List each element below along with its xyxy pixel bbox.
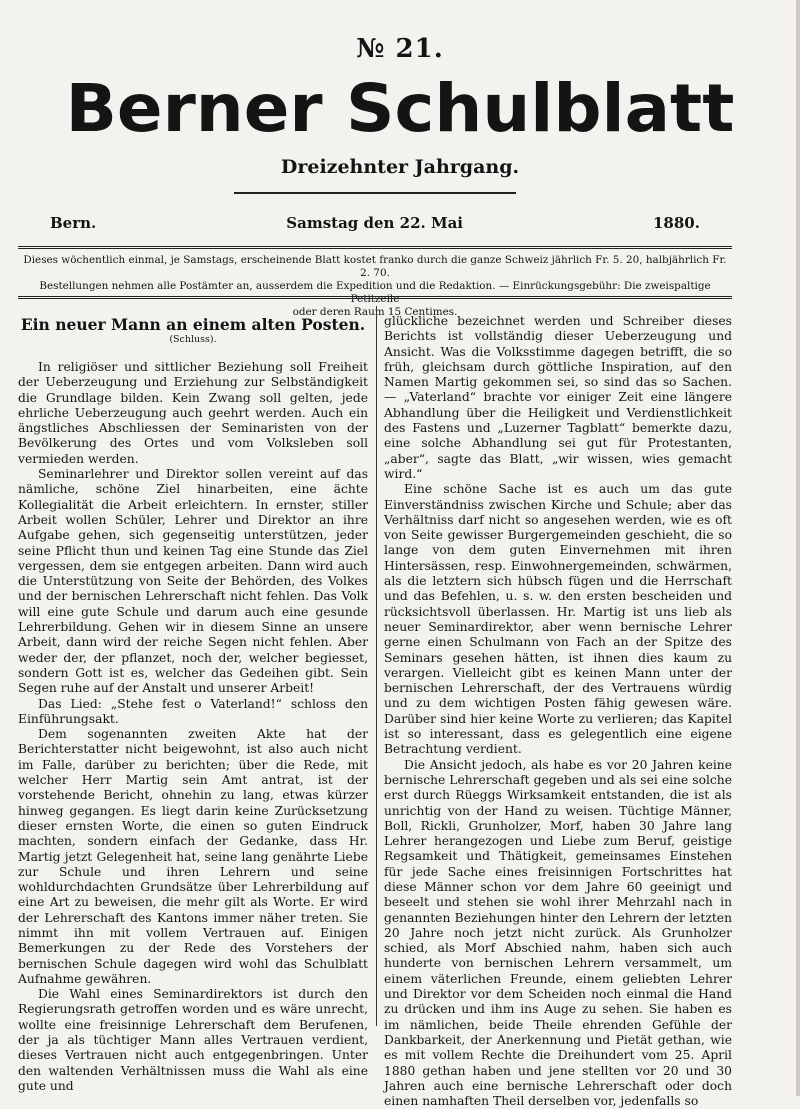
notice-line-3: oder deren Raum 15 Centimes. (292, 306, 458, 318)
notice-line-2: Bestellungen nehmen alle Postämter an, ausserdem die Expedition und die Redaktion. — Einrückungsgebühr: Die zweispaltige Petitzeile (39, 280, 711, 305)
masthead-title: Berner Schulblatt (65, 70, 735, 147)
dateline-date: Samstag den 22. Mai (286, 214, 463, 232)
paragraph: Seminarlehrer und Direktor sollen vereint auf das nämliche, schöne Ziel hinarbeiten, eine ächte Kollegialität die Arbeit erleichtern. In ernster, stiller Arbeit wollen Schüler, Lehrer und Direktor an ihre Aufgabe gehen, sich gegenseitig unterstützen, jeder seine Pflicht thun und keinen Tag eine Stunde das Ziel vergessen, dem sie entgegen arbeiten. Dann wird auch die Unterstützung von Seite der Behörden, des Volkes und der bernischen Lehrerschaft nicht fehlen. Das Volk will eine gute Schule und darum auch eine gesunde Lehrerbildung. Gehen wir in diesem Sinne an unsere Arbeit, dann wird der reiche Segen nicht fehlen. Aber weder der, der pflanzet, noch der, welcher begiesset, sondern Gott ist es, welcher das Gedeihen gibt. Sein Segen ruhe auf der Anstalt und unserer Arbeit! (18, 467, 368, 696)
paragraph: Eine schöne Sache ist es auch um das gute Einverständniss zwischen Kirche und Schule; aber das Verhältniss darf nicht so angesehen werden, wie es oft von Seite gewisser Burgergemeinden geschieht, die so lange von dem guten Einvernehmen mit ihren Hintersässen, resp. Einwohnergemeinden, schwärmen, als die letztern sich hübsch fügen und die Herrschaft und das Befehlen, u. s. w. den ersten bescheiden und rücksichtsvoll überlassen. Hr. Martig ist uns lieb als neuer Seminardirektor, aber wenn bernische Lehrer gerne einen Schulmann von Fach an der Spitze des Seminars gesehen hätten, ist ihnen dies kaum zu verargen. Vielleicht gibt es keinen Mann unter der bernischen Lehrerschaft, der des Vertrauens würdig und zu dem wichtigen Posten fähig gewesen wäre. Darüber sind hier keine Worte zu verlieren; das Kapitel ist so interessant, dass es gelegentlich eine eigene Betrachtung verdient. (384, 482, 732, 757)
dateline-place: Bern. (50, 214, 97, 232)
notice-line-1: Dieses wöchentlich einmal, je Samstags, erscheinende Blatt kostet franko durch die ganze Schweiz jährlich Fr. 5. 20, halbjährlich Fr. 2. 70. (23, 254, 727, 279)
article-left-column (18, 314, 368, 1094)
dateline (50, 214, 700, 232)
paragraph: Die Wahl eines Seminardirektors ist durch den Regierungsrath getroffen worden und es wäre unrecht, wollte eine freisinnige Lehrerschaft dem Berufenen, der ja als tüchtiger Mann alles Vertrauen verdient, dieses Vertrauen nicht auch entgegenbringen. Unter den waltenden Verhältnissen muss die Wahl als eine gute und (18, 987, 368, 1093)
column-divider (376, 306, 377, 1026)
notice-top-rule (18, 246, 732, 249)
dateline-year: 1880. (653, 214, 700, 232)
paragraph: Die Ansicht jedoch, als habe es vor 20 Jahren keine bernische Lehrerschaft gegeben und als sei eine solche erst durch Rüeggs Wirksamkeit entstanden, die ist als unrichtig von der Hand zu weisen. Tüchtige Männer, Boll, Rickli, Grunholzer, Morf, haben 30 Jahre lang Lehrer herangezogen und Liebe zum Beruf, geistige Regsamkeit und Thätigkeit, gemeinsames Einstehen für jede Sache eines freisinnigen Fortschrittes hat diese Männer schon vor dem Jahre 60 geeinigt und beseelt und stehen sie wohl ihrer Mehrzahl nach in genannten Beziehungen hinter den Lehrern der letzten 20 Jahre noch jetzt nicht zurück. Als Grunholzer schied, als Morf Abschied nahm, haben sich auch hunderte von bernischen Lehrern versammelt, um einem väterlichen Freunde, einem geliebten Lehrer und Direktor vor dem Scheiden noch einmal die Hand zu drücken und ihm ins Auge zu sehen. Sie haben es im nämlichen, beide Theile ehrenden Gefühle der Dankbarkeit, der Anerkennung und Pietät gethan, wie es mit vollem Rechte die Dreihundert vom 25. April 1880 gethan haben und jene stellten vor 20 und 30 Jahren auch eine bernische Lehrerschaft oder doch einen namhaften Theil derselben vor, jedenfalls so (384, 757, 732, 1109)
article-headnote: (Schluss). (169, 334, 217, 345)
paragraph: Dem sogenannten zweiten Akte hat der Berichterstatter nicht beigewohnt, ist also auch nicht im Falle, darüber zu berichten; über die Rede, mit welcher Herr Martig sein Amt antrat, ist der vorstehende Bericht, ohnehin zu lang, etwas kürzer hinweg gegangen. Es liegt darin keine Zurücksetzung dieser ernsten Worte, die einen so guten Eindruck machten, sondern einfach der Gedanke, dass Hr. Martig jetzt Gelegenheit hat, seine lang genährte Liebe zur Schule und ihren Lehrern und seine wohldurchdachten Grundsätze über Lehrerbildung auf eine Art zu beweisen, die mehr gilt als Worte. Er wird der Lehrerschaft des Kantons immer näher treten. Sie nimmt ihn mit vollem Vertrauen auf. Einigen Bemerkungen zu der Rede des Vorstehers der bernischen Schule dagegen wird wohl das Schulblatt Aufnahme gewähren. (18, 727, 368, 986)
masthead-subtitle: Dreizehnter Jahrgang. (280, 156, 520, 178)
article-right-column (384, 314, 732, 1109)
title-divider (234, 192, 516, 194)
article-headline: Ein neuer Mann an einem alten Posten. (20, 315, 366, 334)
page-edge (796, 0, 800, 1096)
issue-number: № 21. (356, 34, 444, 64)
paragraph: In religiöser und sittlicher Beziehung soll Freiheit der Ueberzeugung und Erziehung zur Selbständigkeit die Grundlage bilden. Kein Zwang soll gelten, jede ehrliche Ueberzeugung auch geehrt werden. Auch ein ängstliches Abschliessen der Seminaristen von der Bevölkerung des Ortes und vom Volksleben soll vermieden werden. (18, 360, 368, 466)
paragraph: Das Lied: „Stehe fest o Vaterland!“ schloss den Einführungsakt. (18, 696, 368, 726)
notice-bottom-rule (18, 296, 732, 299)
subscription-notice (18, 254, 732, 319)
paragraph: glückliche bezeichnet werden und Schreiber dieses Berichts ist vollständig dieser Ueberzeugung und Ansicht. Was die Volksstimme dagegen betrifft, die so früh, gleichsam durch göttliche Inspiration, auf den Namen Martig gekommen sei, so sind das so Sachen. — „Vaterland“ brachte vor einiger Zeit eine längere Abhandlung über die Heiligkeit und Verdienstlichkeit des Fastens und „Luzerner Tagblatt“ bemerkte dazu, eine solche Abhandlung sei gut für Protestanten, „aber“, sagte das Blatt, „wir wissen, wies gemacht wird.“ (384, 314, 732, 481)
